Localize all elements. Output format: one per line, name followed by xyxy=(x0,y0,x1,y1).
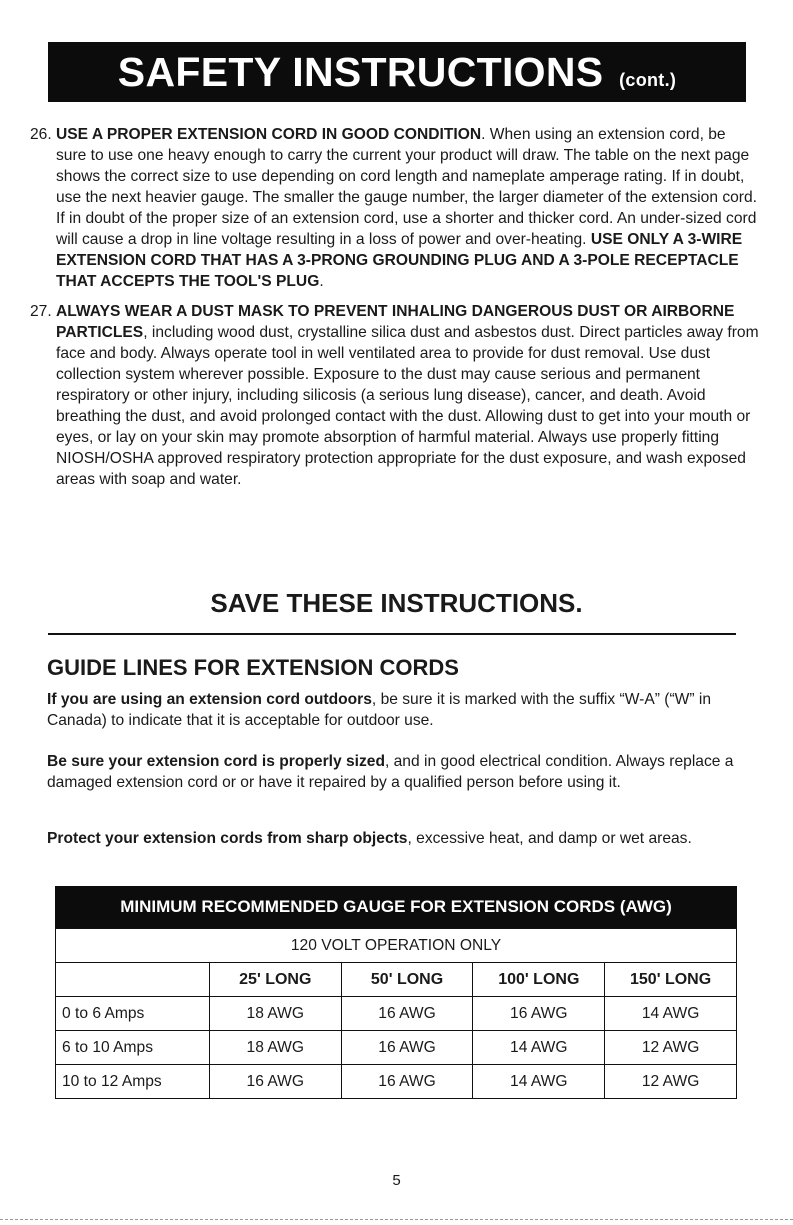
safety-items-list xyxy=(30,124,760,499)
table-cell: 12 AWG xyxy=(605,1065,737,1099)
save-instructions-heading: SAVE THESE INSTRUCTIONS. xyxy=(210,588,583,618)
section-banner xyxy=(48,42,746,102)
item-bold-warning: USE ONLY A 3-WIRE EXTENSION CORD THAT HAS A 3-PRONG GROUNDING PLUG AND A 3-POLE RECEPTACLE THAT ACCEPTS THE TOOL'S PLUG xyxy=(56,231,743,290)
page-edge-line xyxy=(0,1219,793,1220)
item-body xyxy=(56,124,760,292)
table-subtitle: 120 VOLT OPERATION ONLY xyxy=(56,929,737,963)
table-cell: 16 AWG xyxy=(341,1065,473,1099)
gauge-table xyxy=(55,886,737,1099)
table-cell: 16 AWG xyxy=(473,997,605,1031)
item-text: , including wood dust, crystalline silica dust and asbestos dust. Direct particles away from face and body. Always operate tool in well ventilated area to provide for dust removal. Use dust collection system wherever possible. Exposure to the dust may cause serious and permanent respiratory or other injury, including silicosis (a serious lung disease), cancer, and death. Avoid breathing the dust, and avoid prolonged contact with the dust. Allowing dust to get into your mouth or eyes, or lay on your skin may promote absorption of harmful material. Always use properly fitting NIOSH/OSHA approved respiratory protection appropriate for the dust exposure, and wash exposed areas with soap and water. xyxy=(56,324,759,488)
column-header: 25' LONG xyxy=(209,963,341,997)
table-cell: 12 AWG xyxy=(605,1031,737,1065)
column-header xyxy=(56,963,210,997)
page-number: 5 xyxy=(392,1172,401,1189)
table-cell: 6 to 10 Amps xyxy=(56,1031,210,1065)
safety-item-26 xyxy=(30,124,760,292)
table-row xyxy=(56,1065,737,1099)
divider xyxy=(48,633,736,635)
table-cell: 10 to 12 Amps xyxy=(56,1065,210,1099)
table-cell: 18 AWG xyxy=(209,997,341,1031)
table-header-row xyxy=(56,963,737,997)
item-body xyxy=(56,301,760,490)
para-lead: Be sure your extension cord is properly sized xyxy=(47,753,385,770)
table-cell: 14 AWG xyxy=(473,1031,605,1065)
table-row xyxy=(56,997,737,1031)
table-cell: 18 AWG xyxy=(209,1031,341,1065)
para-text: , be sure it is marked with the suffix “W-A” (“W” in Canada) to indicate that it is acceptable for outdoor use. xyxy=(47,691,712,729)
para-text: , and in good electrical condition. Always replace a damaged extension cord or or have it repaired by a qualified person before using it. xyxy=(47,753,734,791)
column-header: 150' LONG xyxy=(605,963,737,997)
table-cell: 16 AWG xyxy=(209,1065,341,1099)
guide-paragraph-sizing xyxy=(47,751,747,793)
item-text: . When using an extension cord, be sure to use one heavy enough to carry the current your product will draw. The table on the next page shows the correct size to use depending on cord length and nameplate amperage rating. If in doubt, use the next heavier gauge. The smaller the gauge number, the larger diameter of the extension cord. If in doubt of the proper size of an extension cord, use a shorter and thicker cord. An under-sized cord will cause a drop in line voltage resulting in a loss of power and over-heating. xyxy=(56,126,757,248)
column-header: 100' LONG xyxy=(473,963,605,997)
table-row xyxy=(56,1031,737,1065)
guide-paragraph-protect xyxy=(47,828,747,849)
guide-paragraph-outdoors xyxy=(47,689,747,731)
item-lead: ALWAYS WEAR A DUST MASK TO PREVENT INHALING DANGEROUS DUST OR AIRBORNE PARTICLES xyxy=(56,303,735,341)
column-header: 50' LONG xyxy=(341,963,473,997)
table-cell: 0 to 6 Amps xyxy=(56,997,210,1031)
table-title: MINIMUM RECOMMENDED GAUGE FOR EXTENSION CORDS (AWG) xyxy=(55,886,737,928)
para-text: , excessive heat, and damp or wet areas. xyxy=(407,830,692,847)
para-lead: Protect your extension cords from sharp objects xyxy=(47,830,408,847)
banner-title: SAFETY INSTRUCTIONS xyxy=(117,49,604,95)
gauge-table-grid xyxy=(55,928,737,1099)
banner-suffix: (cont.) xyxy=(619,70,677,90)
safety-item-27 xyxy=(30,301,760,490)
table-cell: 14 AWG xyxy=(605,997,737,1031)
guide-title: GUIDE LINES FOR EXTENSION CORDS xyxy=(47,655,459,680)
para-lead: If you are using an extension cord outdoors xyxy=(47,691,372,708)
item-text-end: . xyxy=(319,273,324,290)
table-cell: 14 AWG xyxy=(473,1065,605,1099)
table-subtitle-row xyxy=(56,929,737,963)
table-cell: 16 AWG xyxy=(341,1031,473,1065)
item-number: 26. xyxy=(30,126,52,143)
item-lead: USE A PROPER EXTENSION CORD IN GOOD CONDITION xyxy=(56,126,482,143)
table-cell: 16 AWG xyxy=(341,997,473,1031)
item-number: 27. xyxy=(30,303,52,320)
